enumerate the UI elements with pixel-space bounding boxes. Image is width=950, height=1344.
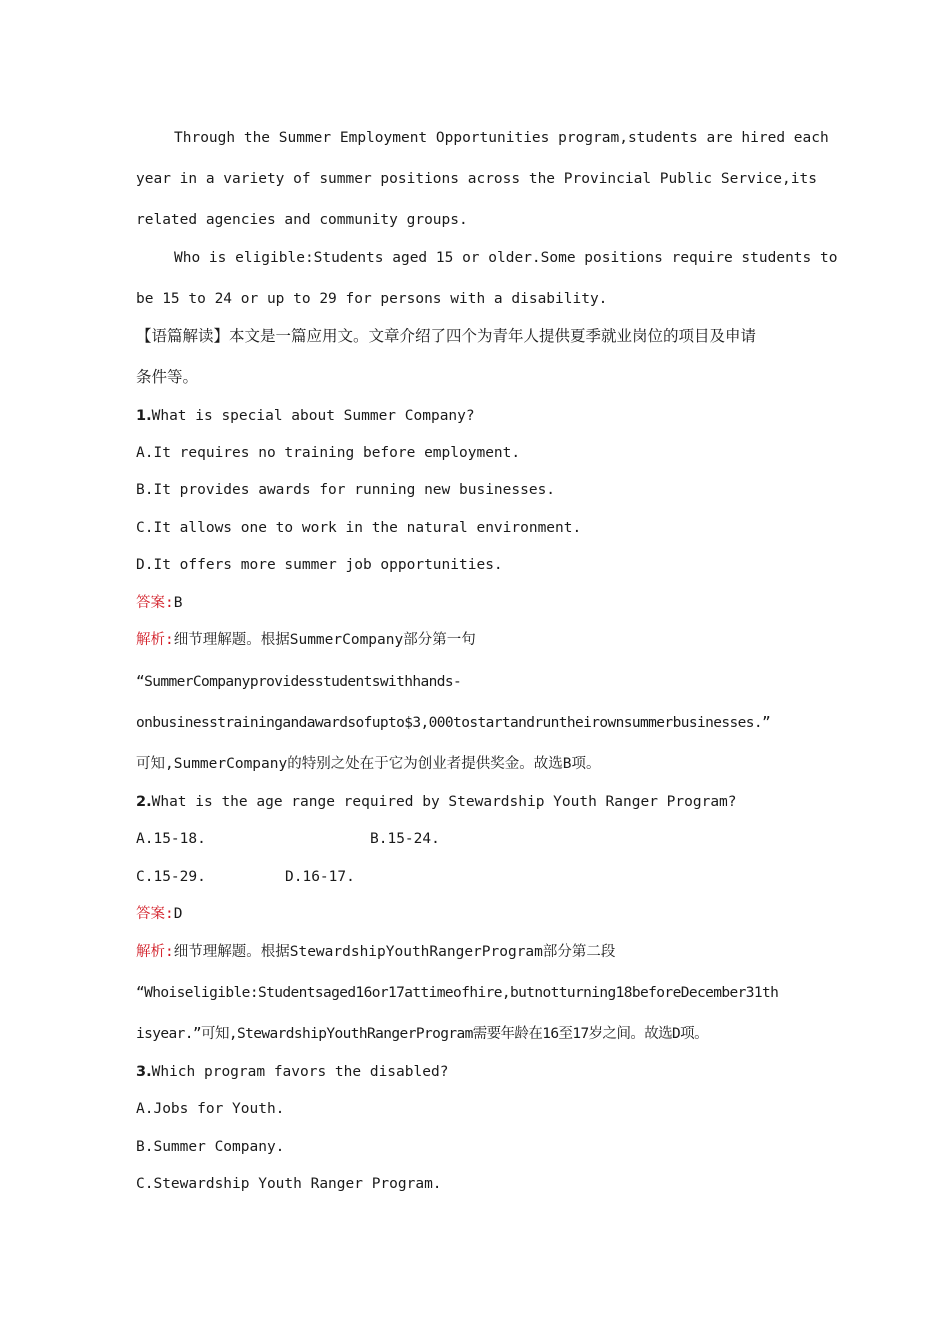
q1-option-c: C.It allows one to work in the natural environment. [136, 520, 582, 536]
question-3 [136, 1062, 448, 1082]
q2-explanation-1 [136, 942, 615, 962]
q2-answer [136, 904, 182, 924]
q2-option-d: D.16-17. [285, 869, 355, 885]
q1-answer-value: B [173, 595, 183, 611]
q2-option-b: B.15-24. [370, 831, 440, 847]
summary-line-2: 条件等。 [136, 368, 199, 386]
q1-explanation-text-1: 细节理解题。根据SummerCompany部分第一句 [173, 632, 476, 648]
q3-option-b: B.Summer Company. [136, 1139, 285, 1155]
q1-answer-label: 答案: [136, 595, 174, 611]
q2-answer-value: D [173, 906, 183, 922]
q1-explanation-4: 可知,SummerCompany的特别之处在于它为创业者提供奖金。故选B项。 [136, 756, 601, 772]
q2-explanation-text-1: 细节理解题。根据StewardshipYouthRangerProgram部分第二段 [173, 944, 616, 960]
q2-answer-label: 答案: [136, 906, 174, 922]
question-1-text: What is special about Summer Company? [151, 408, 475, 424]
q1-explanation-1 [136, 630, 476, 650]
q3-option-a: A.Jobs for Youth. [136, 1101, 285, 1117]
q2-option-a: A.15-18. [136, 831, 206, 847]
q1-option-b: B.It provides awards for running new businesses. [136, 482, 556, 498]
passage-line-1: Through the Summer Employment Opportunities program,students are hired each [174, 130, 829, 146]
question-2 [136, 792, 737, 812]
question-2-number: 2. [136, 794, 152, 810]
passage-line-3: related agencies and community groups. [136, 212, 468, 228]
question-3-text: Which program favors the disabled? [151, 1064, 449, 1080]
q1-explanation-3: onbusinesstrainingandawardsofupto$3,000tostartandruntheirownsummerbusinesses.” [136, 715, 771, 731]
q2-explanation-label: 解析: [136, 944, 174, 960]
question-1-number: 1. [136, 408, 152, 424]
passage-line-4: Who is eligible:Students aged 15 or older.Some positions require students to [174, 250, 838, 266]
q2-explanation-2: “Whoiseligible:Studentsaged16or17attimeofhire,butnotturning18beforeDecember31th [136, 985, 779, 1001]
q2-option-c: C.15-29. [136, 869, 206, 885]
q3-option-c: C.Stewardship Youth Ranger Program. [136, 1176, 442, 1192]
q1-option-a: A.It requires no training before employment. [136, 445, 521, 461]
summary-line-1: 【语篇解读】本文是一篇应用文。文章介绍了四个为青年人提供夏季就业岗位的项目及申请 [136, 327, 757, 345]
q1-explanation-2: “SummerCompanyprovidesstudentswithhands- [136, 674, 462, 690]
q1-option-d: D.It offers more summer job opportunities. [136, 557, 503, 573]
q2-explanation-3: isyear.”可知,StewardshipYouthRangerProgram需要年龄在16至17岁之间。故选D项。 [136, 1026, 708, 1042]
question-2-text: What is the age range required by Stewardship Youth Ranger Program? [151, 794, 737, 810]
passage-line-5: be 15 to 24 or up to 29 for persons with a disability. [136, 291, 608, 307]
q1-answer [136, 593, 182, 613]
question-1 [136, 406, 475, 426]
passage-line-2: year in a variety of summer positions across the Provincial Public Service,its [136, 171, 817, 187]
question-3-number: 3. [136, 1064, 152, 1080]
q1-explanation-label: 解析: [136, 632, 174, 648]
